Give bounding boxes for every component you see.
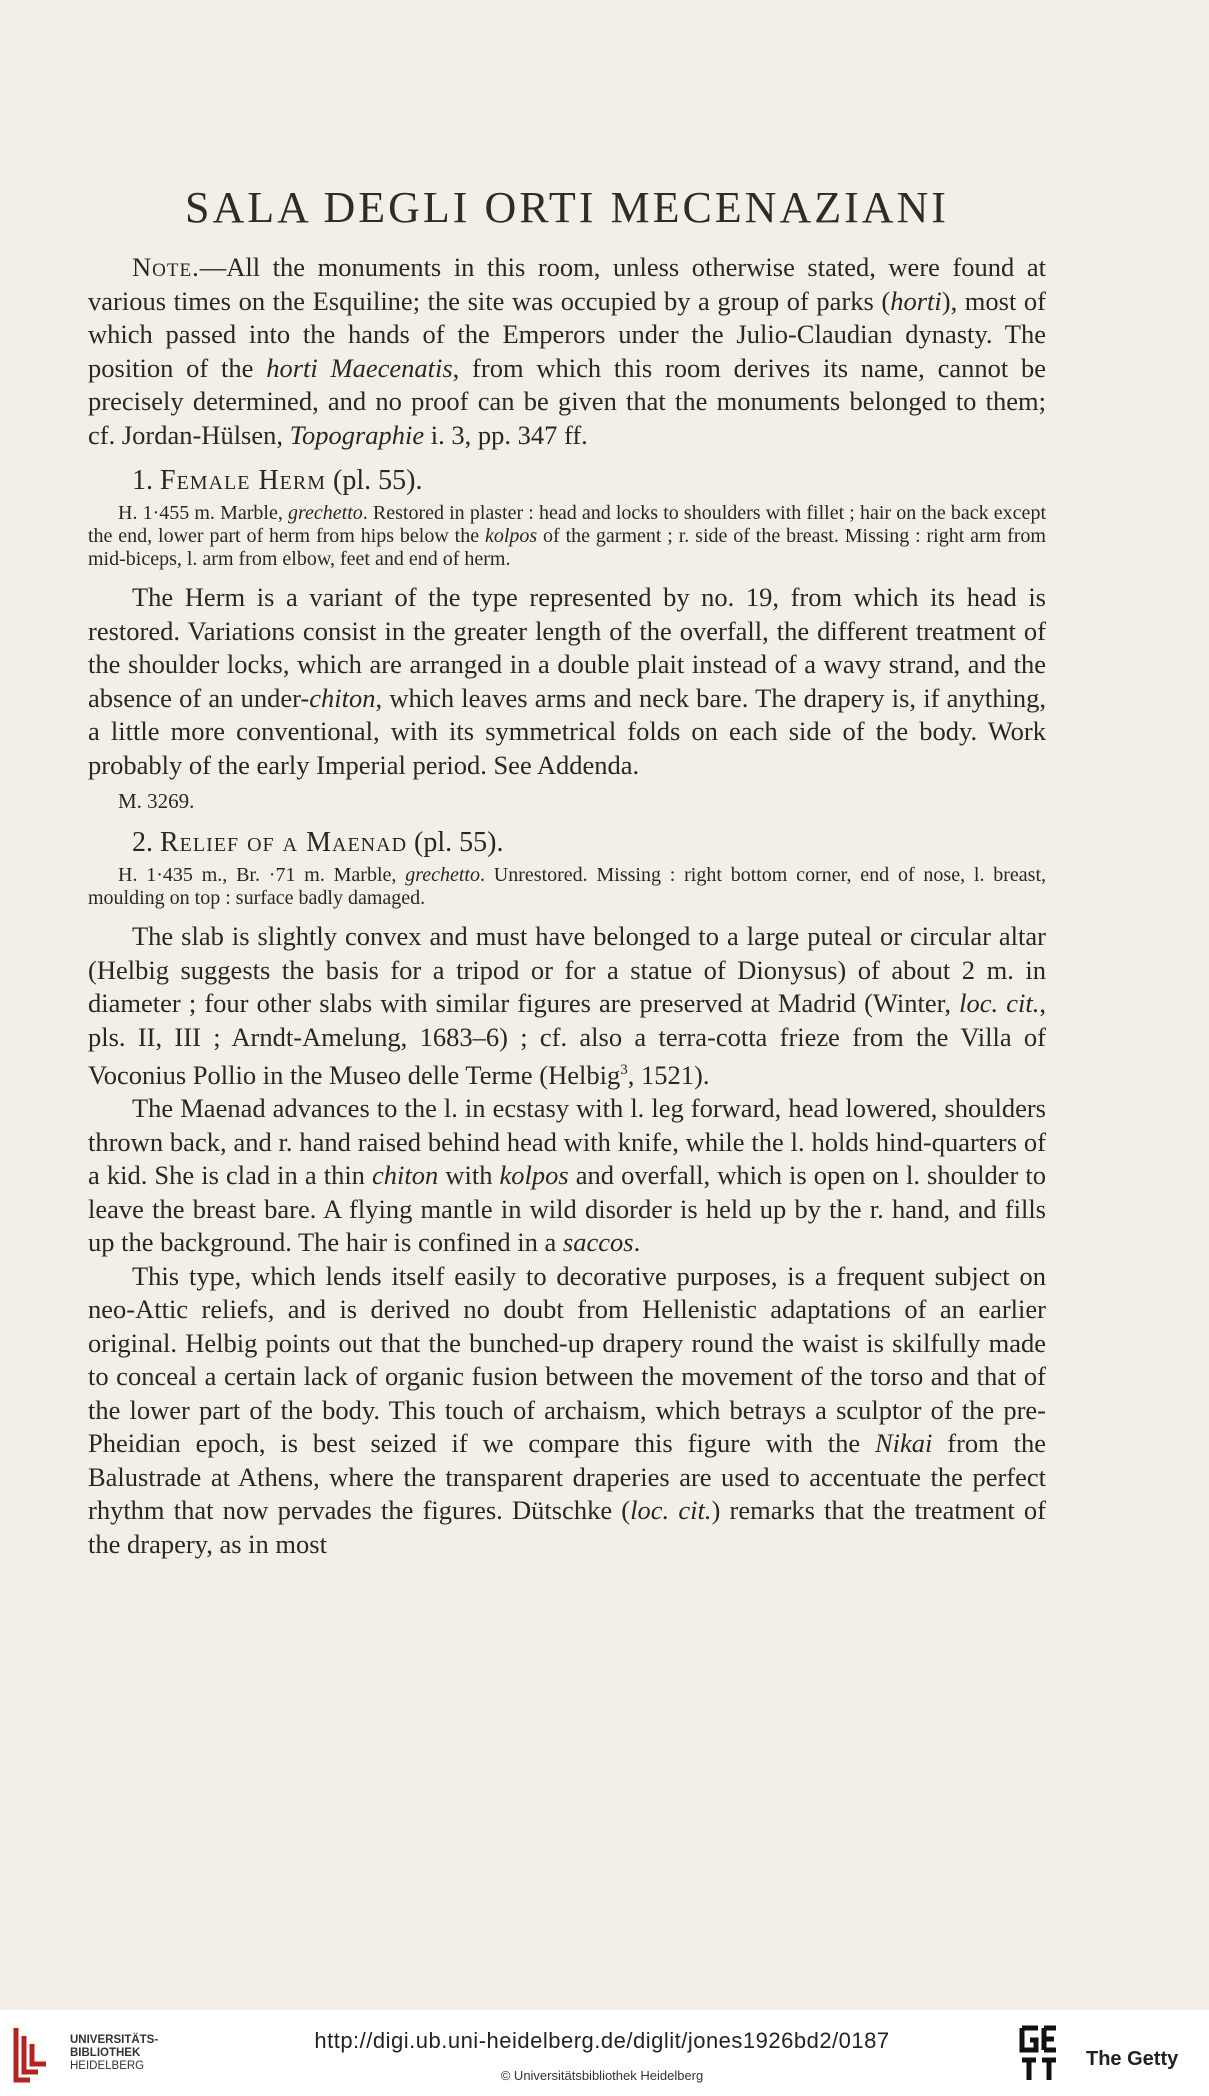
- entry-1-desc-text-1: H. 1·455 m. Marble,: [118, 502, 288, 524]
- note-italic-horti-maecenatis: horti Maecenatis: [266, 352, 453, 383]
- copyright-notice: © Universitätsbibliothek Heidelberg: [500, 2068, 704, 2083]
- entry-2-p2-text-2: with: [438, 1160, 500, 1191]
- entry-2-heading: [88, 826, 1046, 860]
- entry-2-p2-text-3: and overfall, which is open on l. shoulder to leave the breast bare. A flying mantle in wild disorder is held up by the r. hand, and fills up the background. The hair is confined in a: [88, 1160, 1046, 1258]
- entry-2-p1-italic-1: loc. cit.: [959, 988, 1040, 1018]
- library-name-line-2: BIBLIOTHEK: [70, 2047, 141, 2059]
- entry-2-plate: (pl. 55).: [414, 827, 504, 858]
- university-library-logo-icon: [8, 2024, 64, 2084]
- entry-2-p2-italic-1: chiton: [372, 1160, 439, 1191]
- entry-1-body-italic-1: chiton: [309, 682, 376, 713]
- entry-1-body-text-1: The Herm is a variant of the type represented by no. 19, from which its head is restored. Variations consist in the greater length of the overfall, the different treatment of the shoulder locks, which are arranged in a double plait instead of a wavy strand, and the absence of an under-: [88, 582, 1046, 713]
- entry-2-p1-text-3: , 1521).: [627, 1059, 710, 1090]
- entry-1-number: 1.: [132, 465, 153, 496]
- note-lead: Note.: [132, 252, 200, 282]
- note-paragraph: [88, 251, 1046, 452]
- entry-2-paragraph-3: [88, 1260, 1046, 1562]
- entry-2-p3-text-3: ) remarks that the treatment of the drapery, as in most: [88, 1495, 1046, 1559]
- note-italic-topographie: Topographie: [289, 419, 425, 450]
- entry-1-body-text-2: , which leaves arms and neck bare. The drapery is, if anything, a little more conventional, with its symmetrical folds on each side of the body. Work probably of the early Imperial period. See Addenda.: [88, 682, 1046, 780]
- entry-2-p3-text-1: This type, which lends itself easily to decorative purposes, is a frequent subject on neo-Attic reliefs, and is derived no doubt from Hellenistic adaptations of an earlier original. Helbig points out that the bunched-up drapery round the waist is skilfully made to conceal a certain lack of organic fusion between the movement of the torso and that of the lower part of the body. This touch of archaism, which betrays a sculptor of the pre-Pheidian epoch, is best seized if we compare this figure with the: [88, 1260, 1046, 1459]
- note-text-3: , from which this room derives its name, cannot be precisely determined, and no proof can be given that the monuments belonged to them; cf. Jordan-Hülsen,: [88, 352, 1046, 450]
- entry-2-p1-text-2: , pls. II, III ; Arndt-Amelung, 1683–6) ; cf. also a terra-cotta frieze from the Villa of Voconius Pollio in the Museo delle Terme (Helbig: [88, 988, 1046, 1090]
- page-content: [88, 182, 1046, 1561]
- entry-1-inventory: M. 3269.: [118, 789, 195, 813]
- entry-2-p1-superscript: 3: [620, 1062, 628, 1078]
- entry-2-number: 2.: [132, 827, 153, 858]
- entry-2-paragraph-2: [88, 1092, 1046, 1260]
- entry-2-p3-italic-2: loc. cit.: [630, 1495, 712, 1526]
- entry-1-title: Female Herm: [160, 465, 327, 496]
- entry-1-heading: [88, 464, 1046, 498]
- getty-name: The Getty: [1086, 2048, 1179, 2070]
- entry-2-p2-text-1: The Maenad advances to the l. in ecstasy with l. leg forward, head lowered, shoulders thrown back, and r. hand raised behind head with knife, while the l. holds hind-quarters of a kid. She is clad in a thin: [88, 1093, 1046, 1191]
- entry-2-description: [88, 864, 1046, 910]
- entry-1-desc-text-2: . Restored in plaster : head and locks to shoulders with fillet ; hair on the back except the end, lower part of herm from hips below the: [88, 502, 1046, 547]
- entry-1-desc-italic-1: grechetto: [287, 502, 363, 524]
- library-name-line-1: UNIVERSITÄTS-: [70, 2034, 159, 2046]
- entry-2-p3-italic-1: Nikai: [874, 1428, 933, 1459]
- note-text-1: —All the monuments in this room, unless otherwise stated, were found at various times on the Esquiline; the site was occupied by a group of parks (: [88, 252, 1046, 316]
- entry-1-desc-italic-2: kolpos: [484, 525, 538, 547]
- note-text-4: i. 3, pp. 347 ff.: [424, 419, 588, 450]
- entry-2-p2-italic-2: kolpos: [499, 1160, 569, 1191]
- entry-2-title: Relief of a Maenad: [160, 827, 408, 858]
- note-text-2: ), most of which passed into the hands of the Emperors under the Julio-Claudian dynasty. The position of the: [88, 285, 1046, 383]
- permalink-url[interactable]: http://digi.ub.uni-heidelberg.de/diglit/jones1926bd2/0187: [314, 2028, 890, 2053]
- page-title: SALA DEGLI ORTI MECENAZIANI: [185, 183, 949, 232]
- entry-1-body: [88, 581, 1046, 782]
- library-name-line-3: HEIDELBERG: [70, 2060, 145, 2072]
- entry-2-desc-italic-1: grechetto: [405, 864, 480, 886]
- entry-2-p3-text-2: from the Balustrade at Athens, where the transparent draperies are used to accentuate the perfect rhythm that now pervades the figures. Dütschke (: [88, 1428, 1046, 1526]
- entry-1-desc-text-3: of the garment ; r. side of the breast. Missing : right arm from mid-biceps, l. arm from elbow, feet and end of herm.: [88, 525, 1046, 570]
- entry-2-desc-text-2: . Unrestored. Missing : right bottom corner, end of nose, l. breast, moulding on top : surface badly damaged.: [88, 864, 1047, 909]
- getty-logo-icon: [1018, 2024, 1058, 2084]
- university-library-name: [70, 2034, 158, 2073]
- entry-2-desc-text-1: H. 1·435 m., Br. ·71 m. Marble,: [118, 864, 406, 886]
- entry-2-p2-text-4: .: [633, 1227, 641, 1258]
- entry-2-p2-italic-3: saccos: [562, 1227, 634, 1258]
- footer-bar: [0, 2010, 1209, 2096]
- entry-1-description: [88, 502, 1046, 571]
- entry-2-paragraph-1: [88, 920, 1046, 1092]
- entry-1-plate: (pl. 55).: [333, 465, 423, 496]
- entry-2-p1-text-1: The slab is slightly convex and must have belonged to a large puteal or circular altar (Helbig suggests the basis for a tripod or for a statue of Dionysus) of about 2 m. in diameter ; four other slabs with similar figures are preserved at Madrid (Winter,: [88, 921, 1046, 1018]
- note-italic-horti: horti: [890, 285, 942, 316]
